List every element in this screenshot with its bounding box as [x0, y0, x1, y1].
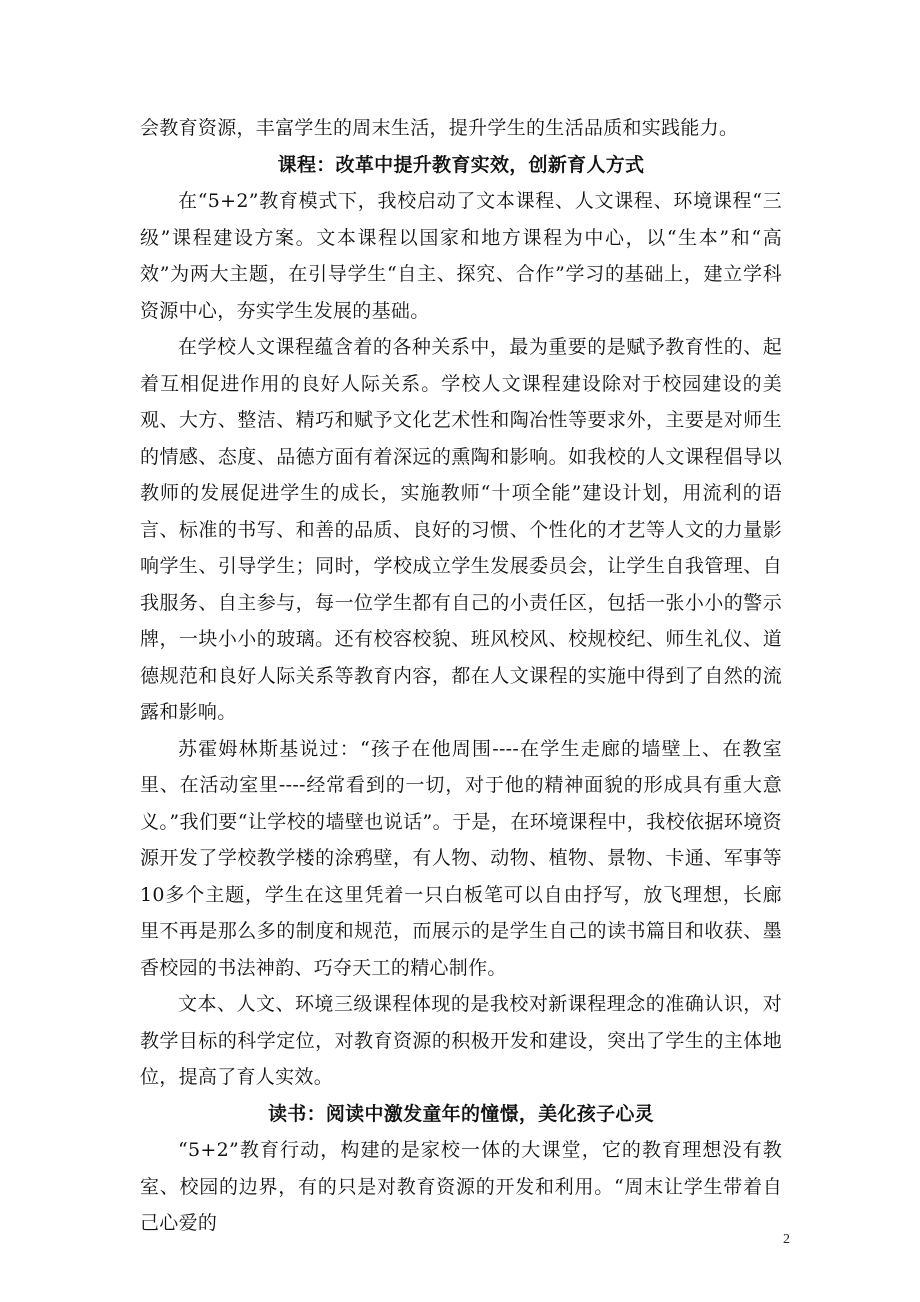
section-heading-reading: 读书：阅读中激发童年的憧憬，美化孩子心灵: [267, 1102, 654, 1125]
document-body: [140, 110, 782, 1242]
paragraph-reading-intro: “5+2”教育行动，构建的是家校一体的大课堂，它的教育理想没有教室、校园的边界，有的只是对教育资源的开发和利用。“周末让学生带着自己心爱的: [140, 1139, 782, 1234]
page-number: 2: [783, 1232, 790, 1247]
paragraph-curriculum-summary: 文本、人文、环境三级课程体现的是我校对新课程理念的准确认识，对教学目标的科学定位，对教育资源的积极开发和建设，突出了学生的主体地位，提高了育人实效。: [140, 993, 782, 1088]
section-heading-curriculum: 课程：改革中提升教育实效，创新育人方式: [277, 153, 645, 176]
paragraph-curriculum-plan: 在“5+2”教育模式下，我校启动了文本课程、人文课程、环境课程“三级”课程建设方案。文本课程以国家和地方课程为中心，以“生本”和“高效”为两大主题，在引导学生“自主、探究、合作”学习的基础上，建立学科资源中心，夯实学生发展的基础。: [140, 190, 782, 322]
paragraph-environment-curriculum: 苏霍姆林斯基说过：“孩子在他周围----在学生走廊的墙壁上、在教室里、在活动室里----经常看到的一切，对于他的精神面貌的形成具有重大意义。”我们要“让学校的墙壁也说话”。于是，在环境课程中，我校依据环境资源开发了学校教学楼的涂鸦壁，有人物、动物、植物、景物、卡通、军事等10多个主题，学生在这里凭着一只白板笔可以自由抒写，放飞理想，长廊里不再是那么多的制度和规范，而展示的是学生自己的读书篇目和收获、墨香校园的书法神韵、巧夺天工的精心制作。: [140, 737, 782, 979]
paragraph-humanities-curriculum: 在学校人文课程蕴含着的各种关系中，最为重要的是赋予教育性的、起着互相促进作用的良好人际关系。学校人文课程建设除对于校园建设的美观、大方、整洁、精巧和赋予文化艺术性和陶冶性等要求外，主要是对师生的情感、态度、品德方面有着深远的熏陶和影响。如我校的人文课程倡导以教师的发展促进学生的成长，实施教师“十项全能”建设计划，用流利的语言、标准的书写、和善的品质、良好的习惯、个性化的才艺等人文的力量影响学生、引导学生；同时，学校成立学生发展委员会，让学生自我管理、自我服务、自主参与，每一位学生都有自己的小责任区，包括一张小小的警示牌，一块小小的玻璃。还有校容校貌、班风校风、校规校纪、师生礼仪、道德规范和良好人际关系等教育内容，都在人文课程的实施中得到了自然的流露和影响。: [140, 336, 782, 723]
paragraph-continuation: 会教育资源，丰富学生的周末生活，提升学生的生活品质和实践能力。: [140, 117, 739, 139]
